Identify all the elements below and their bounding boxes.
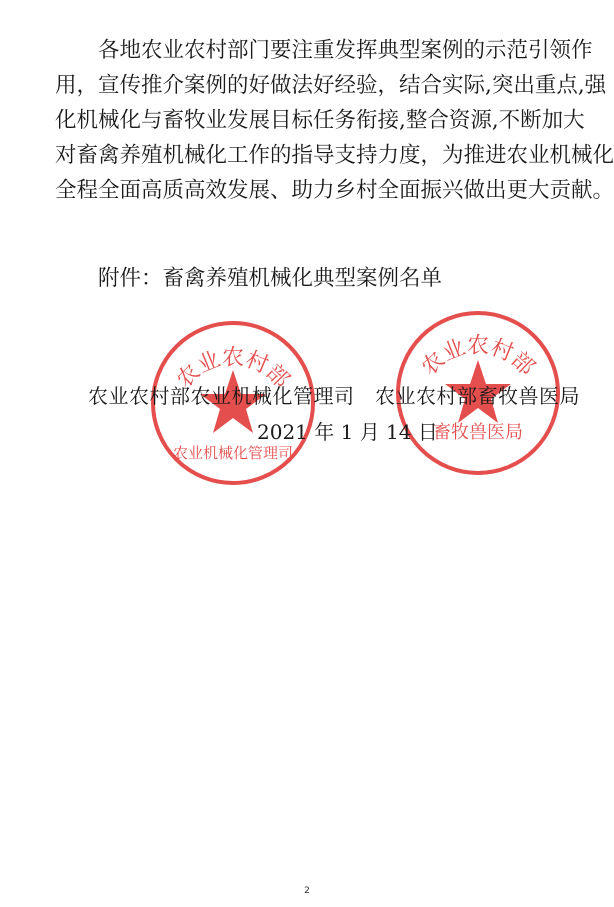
paragraph-line: 全程全面高质高效发展、助力乡村全面振兴做出更大贡献。 — [55, 178, 614, 203]
paragraph-line: 用，宣传推介案例的好做法好经验，结合实际,突出重点,强 — [55, 73, 607, 98]
signature-date: 2021 年 1 月 14 日 — [257, 420, 438, 444]
svg-text:农业机械化管理司: 农业机械化管理司 — [172, 444, 294, 462]
body-paragraph — [55, 33, 614, 208]
page-number: 2 — [304, 886, 310, 896]
svg-text:农业农村部: 农业农村部 — [416, 333, 540, 381]
attachment-line: 附件：畜禽养殖机械化典型案例名单 — [98, 266, 443, 291]
svg-text:农业农村部: 农业农村部 — [172, 345, 294, 394]
svg-text:畜牧兽医局: 畜牧兽医局 — [433, 422, 523, 443]
signature-line: 农业农村部农业机械化管理司 农业农村部畜牧兽医局 — [88, 384, 580, 408]
paragraph-line: 对畜禽养殖机械化工作的指导支持力度，为推进农业机械化 — [55, 143, 614, 168]
paragraph-line: 化机械化与畜牧业发展目标任务衔接,整合资源,不断加大 — [55, 108, 585, 133]
paragraph-line: 各地农业农村部门要注重发挥典型案例的示范引领作 — [98, 38, 593, 63]
